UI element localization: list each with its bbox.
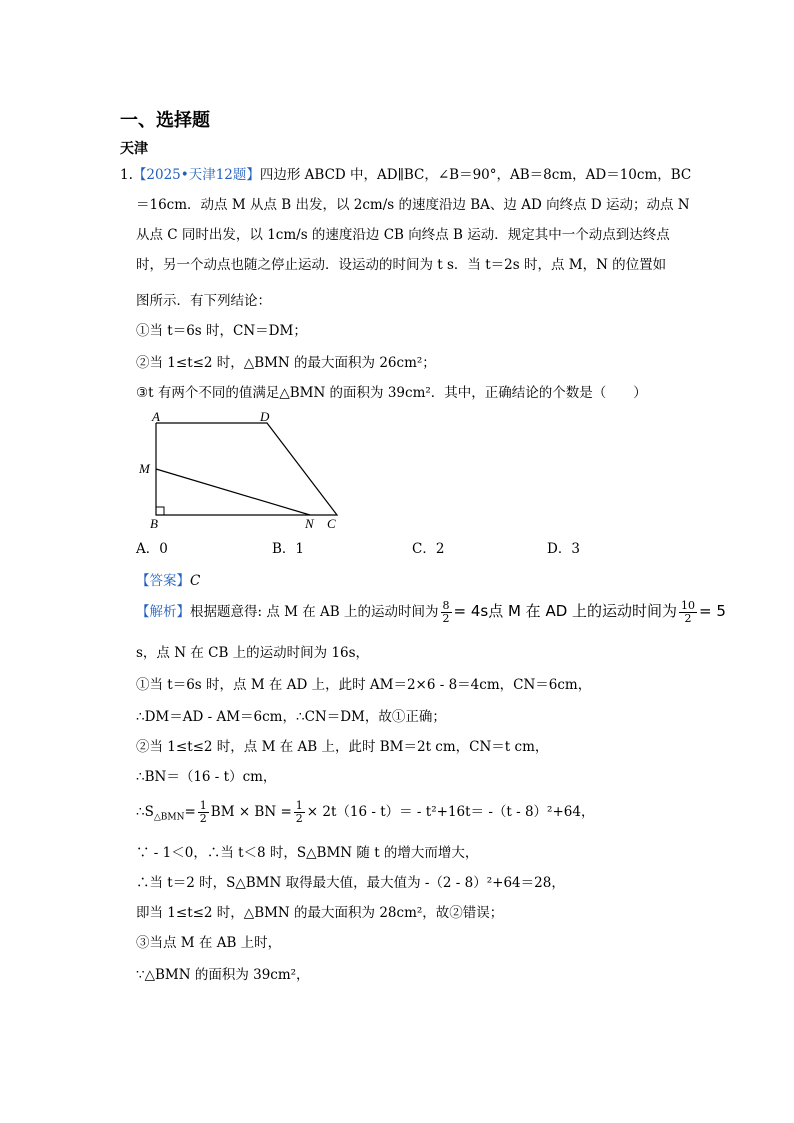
- analysis-line-8: ∵ - 1＜0，∴当 t＜8 时，S△BMN 随 t 的增大而增大，: [136, 845, 479, 861]
- label-n: N: [305, 516, 314, 531]
- label-m: M: [139, 461, 150, 476]
- analysis-line-2: s，点 N 在 CB 上的运动时间为 16s，: [136, 645, 370, 661]
- segment-mn: [156, 469, 310, 515]
- question-line: ＝16cm．动点 M 从点 B 出发，以 2cm/s 的速度沿边 BA、边 AD 向终点 D 运动；动点 N: [136, 197, 690, 213]
- option-a: A．0: [136, 541, 168, 557]
- analysis-line-9: ∴当 t＝2 时，S△BMN 取得最大值，最大值为 -（2 - 8）²+64＝28，: [136, 875, 565, 891]
- question-line: 图所示．有下列结论：: [136, 293, 271, 309]
- option-b: B．1: [272, 541, 305, 557]
- question-line: 时，另一个动点也随之停止运动．设运动的时间为 t s．当 t＝2s 时，点 M，N 的位置如: [136, 257, 667, 273]
- analysis-text: = 5: [699, 602, 726, 620]
- fraction-denominator: 2: [199, 812, 207, 825]
- fraction-denominator: 2: [442, 612, 450, 625]
- label-c: C: [327, 516, 336, 531]
- analysis-line-5: ②当 1≤t≤2 时，点 M 在 AB 上，此时 BM＝2t cm，CN＝t cm，: [136, 739, 549, 755]
- fraction-numerator: 10: [681, 599, 696, 612]
- fraction-denominator: 2: [684, 612, 692, 625]
- analysis-text: × 2t（16 - t）＝ - t²+16t＝ -（t - 8）²+64，: [306, 804, 595, 820]
- trapezoid-outline: [156, 423, 337, 515]
- fraction-half: [198, 800, 209, 825]
- analysis-text: = 4s点 M 在 AD 上的运动时间为: [453, 602, 678, 620]
- analysis-text: 根据题意得: 点 M 在 AB 上的运动时间为: [190, 604, 439, 620]
- fraction-numerator: 1: [199, 799, 207, 812]
- right-angle-mark: [156, 507, 164, 515]
- fraction-half: [294, 800, 305, 825]
- fraction-numerator: 1: [295, 799, 303, 812]
- analysis-line-1: [136, 600, 726, 625]
- answer-value: C: [190, 573, 201, 589]
- label-a: A: [152, 409, 160, 424]
- section-title: 一、选择题: [120, 110, 210, 131]
- analysis-line-7: [136, 800, 594, 827]
- trapezoid-figure: [130, 404, 350, 534]
- analysis-text: ∴S: [136, 804, 154, 820]
- fraction-8-2: [441, 600, 452, 625]
- analysis-line-6: ∴BN＝（16 - t）cm，: [136, 769, 277, 785]
- label-b: B: [150, 516, 158, 531]
- question-line: 四边形 ABCD 中，AD∥BC，∠B＝90°，AB＝8cm，AD＝10cm，BC: [259, 167, 692, 183]
- answer-line: [136, 572, 200, 590]
- analysis-text: BM × BN =: [210, 804, 292, 820]
- question-source: 【2025•天津12题】: [132, 167, 260, 183]
- analysis-line-4: ∴DM＝AD - AM＝6cm，∴CN＝DM，故①正确；: [136, 709, 446, 725]
- answer-tag: 【答案】: [136, 573, 190, 589]
- question-line: 从点 C 同时出发，以 1cm/s 的速度沿边 CB 向终点 B 运动．规定其中一个动点到达终点: [136, 227, 670, 243]
- label-d: D: [260, 409, 270, 424]
- fraction-numerator: 8: [442, 599, 450, 612]
- region-heading: 天津: [120, 141, 148, 157]
- question-first-line: [120, 166, 691, 184]
- analysis-line-12: ∵△BMN 的面积为 39cm²，: [136, 967, 310, 983]
- conclusion-1: ①当 t＝6s 时，CN＝DM；: [136, 323, 307, 339]
- analysis-line-11: ③当点 M 在 AB 上时，: [136, 935, 282, 951]
- subscript: △BMN: [153, 812, 185, 823]
- analysis-text: =: [184, 804, 196, 820]
- analysis-line-3: ①当 t＝6s 时，点 M 在 AD 上，此时 AM＝2×6 - 8＝4cm，CN＝6cm，: [136, 677, 592, 693]
- conclusion-3: ③t 有两个不同的值满足△BMN 的面积为 39cm²．其中，正确结论的个数是（ ）: [136, 385, 647, 401]
- conclusion-2: ②当 1≤t≤2 时，△BMN 的最大面积为 26cm²；: [136, 355, 436, 371]
- fraction-denominator: 2: [295, 812, 303, 825]
- option-c: C．2: [412, 541, 445, 557]
- analysis-line-10: 即当 1≤t≤2 时，△BMN 的最大面积为 28cm²，故②错误；: [136, 905, 504, 921]
- analysis-tag: 【解析】: [136, 604, 190, 620]
- question-number: 1.: [120, 167, 133, 183]
- option-d: D．3: [547, 541, 580, 557]
- fraction-10-2: [679, 600, 697, 625]
